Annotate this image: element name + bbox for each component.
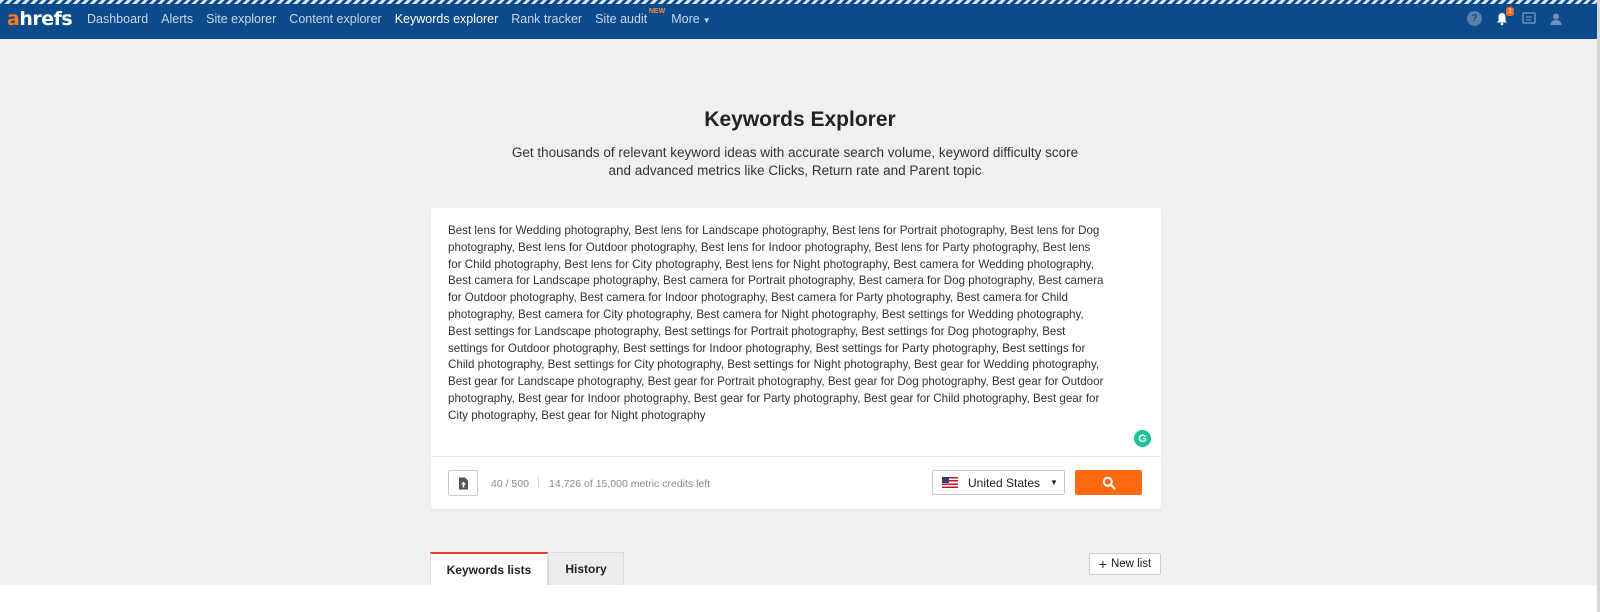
subtitle-line-1: Get thousands of relevant keyword ideas with accurate search volume, keyword difficulty score xyxy=(511,145,1079,160)
new-badge: NEW xyxy=(648,8,666,15)
plus-icon: + xyxy=(1098,556,1107,572)
main-nav xyxy=(87,8,724,26)
messages-icon[interactable] xyxy=(1521,11,1536,26)
page-subtitle xyxy=(490,144,1100,180)
search-icon xyxy=(1102,476,1116,490)
country-label: United States xyxy=(968,475,1041,490)
tabs xyxy=(430,552,624,585)
us-flag-icon xyxy=(942,477,958,488)
page-title: Keywords Explorer xyxy=(704,108,896,131)
keywords-textarea[interactable]: Best lens for Wedding photography, Best lens for Landscape photography, Best lens for Portrait photography, Best lens for Dog photography, Best lens for Outdoor photography, Best lens for Indoor photography, Best lens for Party photography, Best lens for Child photography, Best lens for City photography, Best lens for Night photography, Best camera for Wedding photography, Best camera for Landscape photography, Best camera for Portrait photography, Best camera for Dog photography, Best camera for Outdoor photography, Best camera for Indoor photography, Best camera for Party photography, Best camera for Child photography, Best camera for City photography, Best camera for Night photography, Best settings for Wedding photography, Best settings for Landscape photography, Best settings for Portrait photography, Best settings for Dog photography, Best settings for Outdoor photography, Best settings for Indoor photography, Best settings for Party photography, Best settings for Child photography, Best settings for City photography, Best settings for Night photography, Best gear for Wedding photography, Best gear for Landscape photography, Best gear for Portrait photography, Best gear for Dog photography, Best gear for Outdoor photography, Best gear for Indoor photography, Best gear for Party photography, Best gear for Child photography, Best gear for City photography, Best gear for Night photography xyxy=(448,224,1104,422)
nav-site-audit[interactable] xyxy=(595,8,666,26)
search-button[interactable] xyxy=(1075,470,1142,495)
lists-panel xyxy=(0,585,1597,612)
user-account-icon[interactable] xyxy=(1548,11,1563,26)
nav-site-explorer[interactable]: Site explorer xyxy=(206,12,277,26)
ahrefs-logo[interactable] xyxy=(7,8,72,30)
logo-letter-a: a xyxy=(7,8,20,30)
nav-more-label: More xyxy=(671,12,700,26)
country-select[interactable] xyxy=(932,470,1065,495)
file-upload-icon xyxy=(458,477,469,490)
chevron-down-icon: ▼ xyxy=(1050,478,1058,487)
upload-file-button[interactable] xyxy=(448,470,478,496)
nav-rank-tracker[interactable]: Rank tracker xyxy=(511,12,583,26)
nav-more[interactable] xyxy=(671,12,710,26)
separator xyxy=(538,476,539,489)
help-icon[interactable]: ? xyxy=(1467,11,1482,26)
caret-down-icon: ▼ xyxy=(702,16,711,25)
notification-count-badge: 1 xyxy=(1508,8,1512,15)
logo-text: hrefs xyxy=(19,8,73,30)
new-list-button[interactable] xyxy=(1089,553,1161,575)
stripe-decoration xyxy=(0,0,1597,4)
credits-remaining: 14,726 of 15,000 metric credits left xyxy=(549,478,711,490)
keyword-counter: 40 / 500 xyxy=(491,478,529,490)
nav-keywords-explorer[interactable]: Keywords explorer xyxy=(394,12,499,26)
bell-icon[interactable] xyxy=(1494,8,1512,26)
nav-content-explorer[interactable]: Content explorer xyxy=(289,12,382,26)
nav-site-audit-label: Site audit xyxy=(595,12,648,26)
divider xyxy=(431,456,1161,457)
new-list-label: New list xyxy=(1110,558,1152,570)
header-icons xyxy=(1467,8,1563,26)
keywords-search-card xyxy=(431,208,1161,509)
tab-keywords-lists[interactable]: Keywords lists xyxy=(430,552,548,585)
grammarly-icon[interactable]: G xyxy=(1134,430,1151,447)
nav-alerts[interactable]: Alerts xyxy=(161,12,194,26)
subtitle-line-2: and advanced metrics like Clicks, Return rate and Parent topic xyxy=(608,163,982,178)
tab-history[interactable]: History xyxy=(548,552,624,585)
top-navigation-bar xyxy=(0,0,1597,39)
nav-dashboard[interactable]: Dashboard xyxy=(87,12,149,26)
